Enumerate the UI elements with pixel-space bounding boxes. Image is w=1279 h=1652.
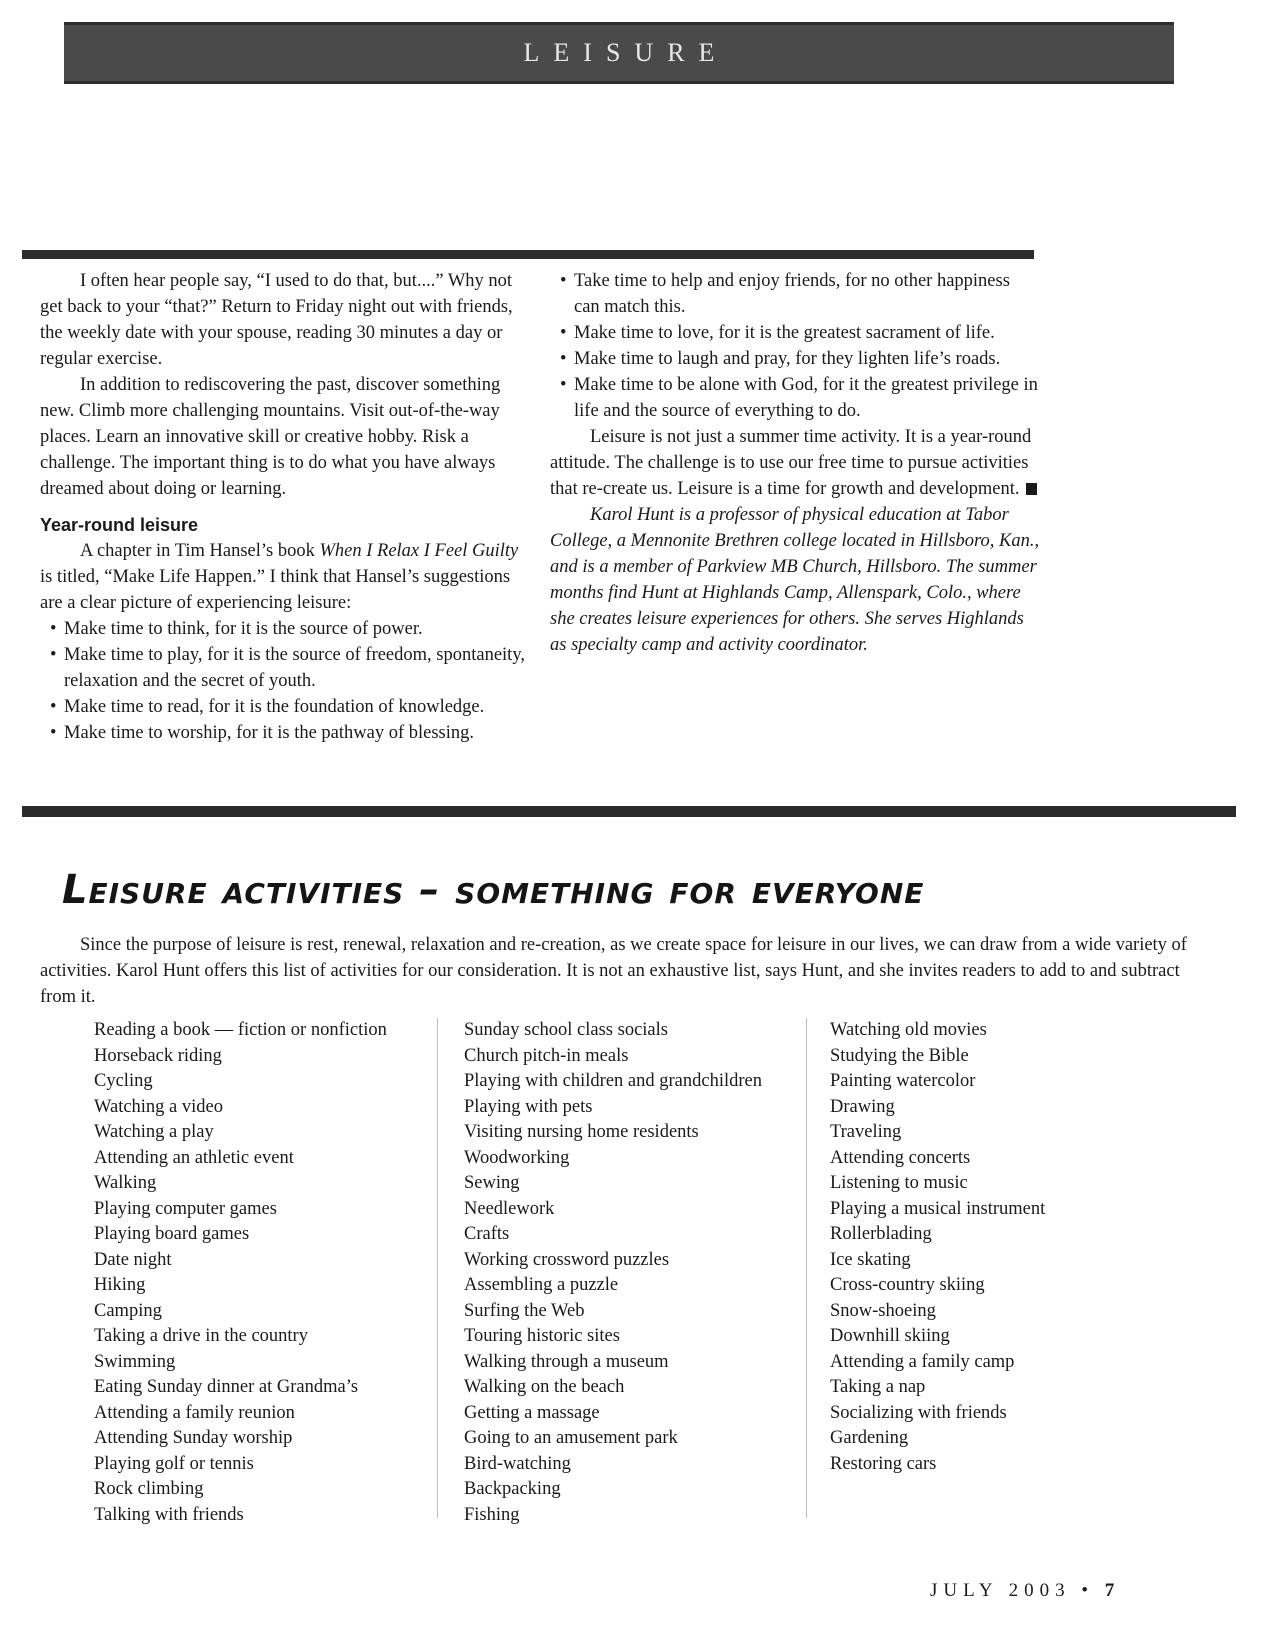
list-item: • Make time to worship, for it is the pathway of blessing.	[40, 720, 526, 746]
article-paragraph	[40, 538, 526, 616]
list-item: • Take time to help and enjoy friends, for no other happiness can match this.	[550, 268, 1040, 320]
activity-item: Crafts	[464, 1224, 510, 1244]
activity-item: Snow-shoeing	[830, 1300, 936, 1321]
activity-item: Attending an athletic event	[94, 1147, 294, 1168]
activity-item: Walking	[94, 1173, 157, 1193]
list-item: • Make time to laugh and pray, for they lighten life’s roads.	[550, 346, 1040, 372]
activity-item: Surfing the Web	[464, 1300, 585, 1321]
activity-item: Gardening	[830, 1428, 909, 1448]
activity-item: Playing with pets	[464, 1096, 593, 1117]
activity-item: Bird-watching	[464, 1453, 571, 1474]
article-paragraph: I often hear people say, “I used to do that, but....” Why not get back to your “that?” Return to Friday night out with friends, the weekly date with your spouse, reading 30 minutes a day or regular exercise.	[40, 271, 513, 369]
bullet-list	[550, 268, 1040, 424]
activity-item: Church pitch-in meals	[464, 1045, 629, 1066]
column-divider	[437, 1018, 438, 1518]
activity-item: Watching old movies	[830, 1020, 987, 1040]
article-paragraph	[550, 424, 1040, 502]
activity-item: Touring historic sites	[464, 1326, 620, 1346]
activity-item: Talking with friends	[94, 1504, 244, 1525]
activity-list-col2	[464, 1018, 804, 1528]
activity-item: Restoring cars	[830, 1453, 937, 1474]
activity-item: Attending Sunday worship	[94, 1428, 293, 1448]
bullet-list	[40, 616, 526, 746]
intro-paragraph: Since the purpose of leisure is rest, renewal, relaxation and re-creation, as we create space for leisure in our lives, we can draw from a wide variety of activities. Karol Hunt offers this list of activities for our consideration. It is not an exhaustive list, says Hunt, and she invites readers to add to and subtract from it.	[40, 935, 1187, 1007]
end-mark-icon	[1026, 483, 1037, 495]
activity-item: Going to an amusement park	[464, 1428, 678, 1448]
activity-item: Needlework	[464, 1198, 555, 1219]
activity-item: Camping	[94, 1300, 162, 1321]
activity-list-col1	[94, 1018, 424, 1528]
activity-item: Rock climbing	[94, 1479, 204, 1499]
section-banner	[64, 22, 1174, 84]
activity-item: Socializing with friends	[830, 1402, 1007, 1423]
top-rule	[22, 250, 1034, 259]
activity-item: Attending a family camp	[830, 1351, 1015, 1372]
article-right-column	[550, 268, 1040, 658]
activity-item: Taking a drive in the country	[94, 1326, 308, 1346]
activity-item: Woodworking	[464, 1147, 570, 1168]
text-run: is titled, “Make Life Happen.” I think that Hansel’s suggestions are a clear picture of experiencing leisure:	[40, 567, 511, 613]
activity-item: Sewing	[464, 1173, 520, 1193]
activity-item: Sunday school class socials	[464, 1020, 668, 1040]
activity-item: Watching a play	[94, 1122, 214, 1142]
issue-date: JULY 2003	[930, 1580, 1071, 1601]
activity-item: Walking on the beach	[464, 1377, 625, 1397]
activity-item: Downhill skiing	[830, 1326, 950, 1346]
activity-list-col3	[830, 1018, 1190, 1477]
activity-item: Visiting nursing home residents	[464, 1122, 699, 1142]
section-title: LEISURE	[523, 38, 729, 67]
activity-item: Working crossword puzzles	[464, 1249, 670, 1270]
activity-item: Ice skating	[830, 1249, 911, 1270]
list-item: • Make time to read, for it is the foundation of knowledge.	[40, 694, 526, 720]
list-item: • Make time to play, for it is the source of freedom, spontaneity, relaxation and the secret of youth.	[40, 642, 526, 694]
activity-item: Swimming	[94, 1351, 176, 1372]
activity-item: Drawing	[830, 1096, 895, 1117]
activity-item: Playing a musical instrument	[830, 1198, 1046, 1219]
activity-item: Playing golf or tennis	[94, 1453, 254, 1474]
activity-item: Hiking	[94, 1275, 146, 1295]
activity-item: Backpacking	[464, 1479, 561, 1499]
activity-item: Getting a massage	[464, 1402, 600, 1423]
list-item: • Make time to love, for it is the greatest sacrament of life.	[550, 320, 1040, 346]
activity-item: Taking a nap	[830, 1377, 926, 1397]
activity-item: Painting watercolor	[830, 1071, 976, 1091]
activity-item: Playing computer games	[94, 1198, 277, 1219]
activity-item: Watching a video	[94, 1096, 223, 1117]
page-number: 7	[1104, 1580, 1115, 1601]
separator: •	[1081, 1580, 1094, 1601]
article-left-column	[40, 268, 526, 746]
column-divider	[806, 1018, 807, 1518]
section-rule	[22, 806, 1236, 817]
activity-item: Playing board games	[94, 1224, 250, 1244]
activity-item: Assembling a puzzle	[464, 1275, 619, 1295]
sidebar-intro	[40, 932, 1190, 1010]
subheading: Year-round leisure	[40, 515, 199, 535]
activity-item: Playing with children and grandchildren	[464, 1071, 762, 1091]
activity-item: Reading a book — fiction or nonfiction	[94, 1020, 387, 1040]
book-title: When I Relax I Feel Guilty	[319, 541, 519, 561]
list-item: • Make time to be alone with God, for it the greatest privilege in life and the source of everything to do.	[550, 372, 1040, 424]
activity-item: Walking through a museum	[464, 1351, 669, 1372]
activity-item: Fishing	[464, 1504, 520, 1525]
sidebar-headline: Leisure activities – something for everyone	[62, 867, 925, 913]
activity-item: Listening to music	[830, 1173, 968, 1193]
activity-item: Traveling	[830, 1122, 902, 1142]
text-run: Leisure is not just a summer time activity. It is a year-round attitude. The challenge is to use our free time to pursue activities that re-create us. Leisure is a time for growth and development.	[550, 427, 1032, 499]
activity-item: Rollerblading	[830, 1224, 932, 1244]
list-item: • Make time to think, for it is the source of power.	[40, 616, 526, 642]
activity-item: Cycling	[94, 1071, 153, 1091]
author-bio: Karol Hunt is a professor of physical education at Tabor College, a Mennonite Brethren college located in Hillsboro, Kan., and is a member of Parkview MB Church, Hillsboro. The summer months find Hunt at Highlands Camp, Allenspark, Colo., where she creates leisure experiences for others. She serves Highlands as specialty camp and activity coordinator.	[550, 505, 1040, 655]
activity-item: Studying the Bible	[830, 1045, 969, 1066]
activity-item: Date night	[94, 1249, 172, 1270]
activity-item: Cross-country skiing	[830, 1275, 985, 1295]
article-paragraph: In addition to rediscovering the past, discover something new. Climb more challenging mountains. Visit out-of-the-way places. Learn an innovative skill or creative hobby. Risk a challenge. The important thing is to do what you have always dreamed about doing or learning.	[40, 375, 501, 499]
text-run: A chapter in Tim Hansel’s book	[80, 541, 320, 561]
activity-item: Eating Sunday dinner at Grandma’s	[94, 1377, 359, 1397]
activity-item: Attending concerts	[830, 1147, 971, 1168]
page-footer	[930, 1580, 1170, 1602]
activity-item: Horseback riding	[94, 1045, 222, 1066]
activity-item: Attending a family reunion	[94, 1402, 295, 1423]
